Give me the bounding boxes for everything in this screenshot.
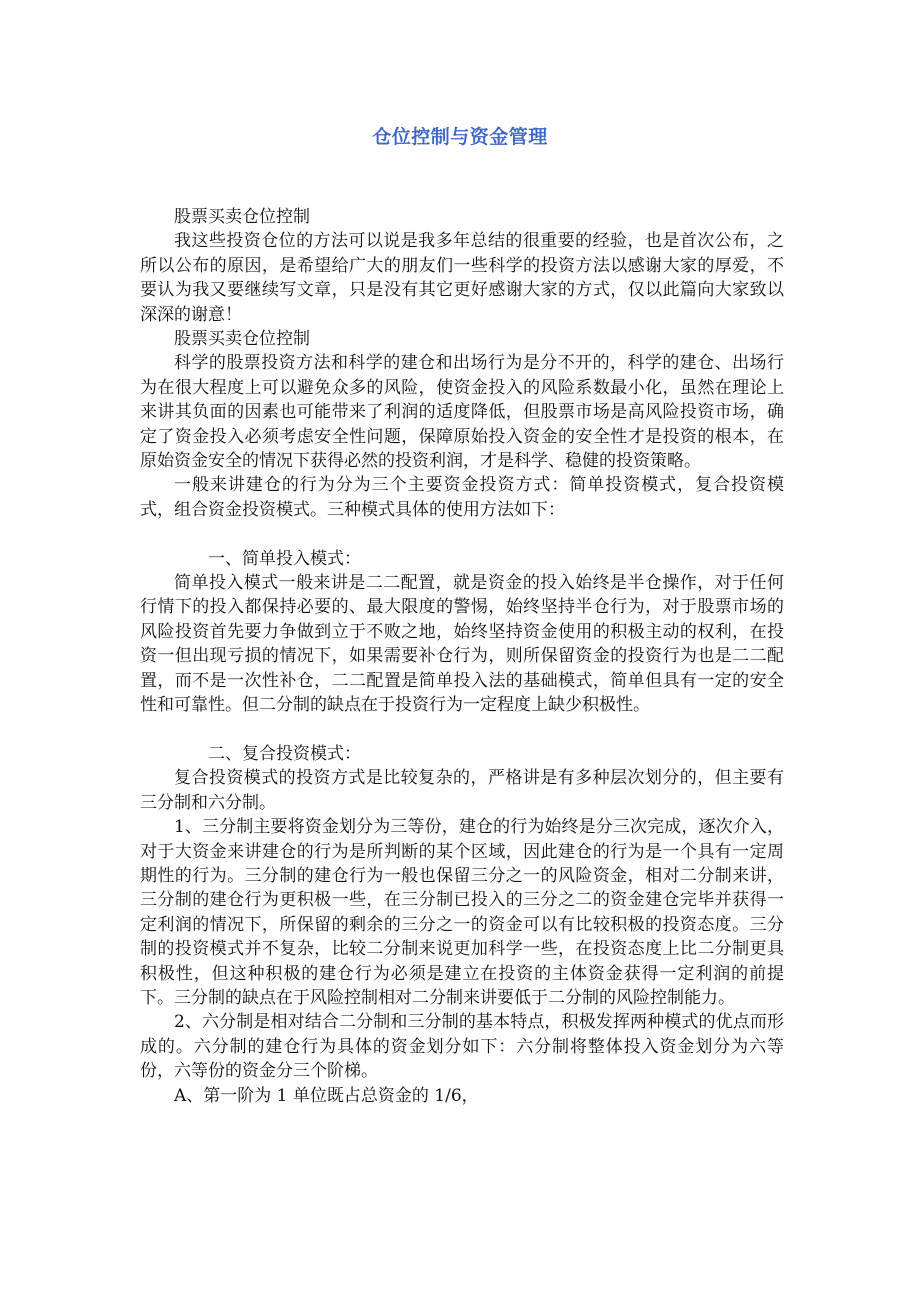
paragraph-simple-mode: 简单投入模式一般来讲是二二配置，就是资金的投入始终是半仓操作，对于任何行情下的投入都保持必要的、最大限度的警惕，始终坚持半仓行为，对于股票市场的风险投资首先要力争做到立于不败之地，始终坚持资金使用的积极主动的权利，在投资一但出现亏损的情况下，如果需要补仓行为，则所保留资金的投资行为也是二二配置，而不是一次性补仓，二二配置是简单投入法的基础模式，简单但具有一定的安全性和可靠性。但二分制的缺点在于投资行为一定程度上缺少积极性。 (140, 573, 784, 716)
paragraph-subtitle-2: 股票买卖仓位控制 (174, 329, 310, 350)
paragraph-three-modes: 一般来讲建仓的行为分为三个主要资金投资方式：简单投资模式，复合投资模式，组合资金投资模式。三种模式具体的使用方法如下： (140, 475, 784, 520)
paragraph-subtitle-1: 股票买卖仓位控制 (174, 207, 310, 227)
section-heading-simple: 一、简单投入模式： (208, 548, 361, 569)
document-body (140, 205, 784, 1108)
paragraph-compound-mode: 复合投资模式的投资方式是比较复杂的，严格讲是有多种层次划分的，但主要有三分制和六分制。 (140, 768, 784, 813)
paragraph-gap (140, 718, 784, 742)
paragraph-six-split: 2、六分制是相对结合二分制和三分制的基本特点，积极发挥两种模式的优点而形成的。六分制的建仓行为具体的资金划分如下：六分制将整体投入资金划分为六等份，六等份的资金分三个阶梯。 (140, 1012, 784, 1082)
paragraph-intro: 我这些投资仓位的方法可以说是我多年总结的很重要的经验，也是首次公布，之所以公布的原因，是希望给广大的朋友们一些科学的投资方法以感谢大家的厚爱，不要认为我又要继续写文章，只是没有其它更好感谢大家的方式，仅以此篇向大家致以深深的谢意！ (140, 231, 784, 325)
section-heading-compound: 二、复合投资模式： (208, 743, 361, 764)
paragraph-step-a: A、第一阶为 1 单位既占总资金的 1/6， (174, 1085, 479, 1106)
paragraph-three-split: 1、三分制主要将资金划分为三等份，建仓的行为始终是分三次完成，逐次介入，对于大资金来讲建仓的行为是所判断的某个区域，因此建仓的行为是一个具有一定周期性的行为。三分制的建仓行为一般也保留三分之一的风险资金，相对二分制来讲，三分制的建仓行为更积极一些，在三分制已投入的三分之二的资金建仓完毕并获得一定利润的情况下，所保留的剩余的三分之一的资金可以有比较积极的投资态度。三分制的投资模式并不复杂，比较二分制来说更加科学一些，在投资态度上比二分制更具积极性，但这种积极的建仓行为必须是建立在投资的主体资金获得一定利润的前提下。三分制的缺点在于风险控制相对二分制来讲要低于二分制的风险控制能力。 (140, 817, 784, 1008)
paragraph-scientific-method: 科学的股票投资方法和科学的建仓和出场行为是分不开的，科学的建仓、出场行为在很大程度上可以避免众多的风险，使资金投入的风险系数最小化，虽然在理论上来讲其负面的因素也可能带来了利润的适度降低，但股票市场是高风险投资市场，确定了资金投入必须考虑安全性问题，保障原始投入资金的安全性才是投资的根本，在原始资金安全的情况下获得必然的投资利润，才是科学、稳健的投资策略。 (140, 353, 784, 472)
paragraph-gap (140, 522, 784, 546)
document-title: 仓位控制与资金管理 (372, 126, 548, 148)
